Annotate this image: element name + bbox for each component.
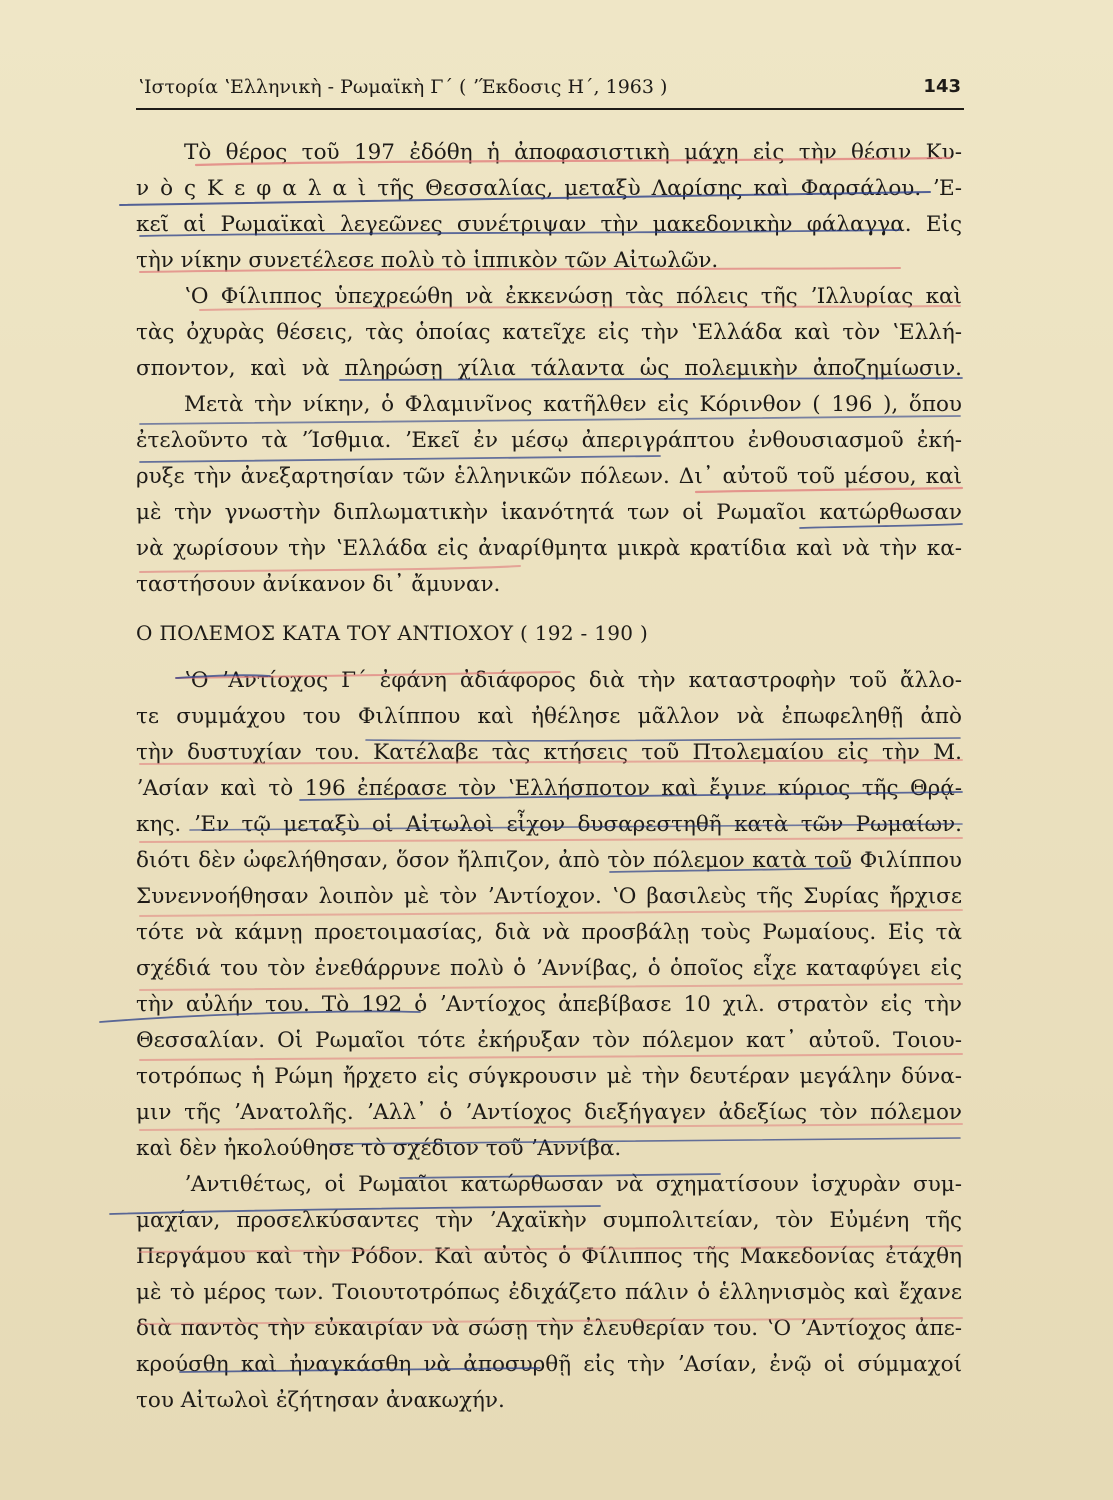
text-line: Μετὰ τὴν νίκην, ὁ Φλαμινῖνος κατῆλθεν εἰς Κόρινθον ( 196 ), ὅπου xyxy=(184,392,962,417)
text-line: κεῖ αἱ Ρωμαϊκαὶ λεγεῶνες συνέτριψαν τὴν μακεδονικὴν φάλαγγα. Εἰς xyxy=(136,212,962,237)
text-line: κρούσθη καὶ ἠναγκάσθη νὰ ἀποσυρθῇ εἰς τὴν ʼΑσίαν, ἐνῷ οἱ σύμμαχοί xyxy=(136,1352,962,1377)
text-line: διότι δὲν ὠφελήθησαν, ὅσον ἤλπιζον, ἀπὸ τὸν πόλεμον κατὰ τοῦ Φιλίππου xyxy=(136,848,962,873)
text-line: ταστήσουν ἀνίκανον δι᾽ ἄμυναν. xyxy=(136,572,501,597)
text-line: ἐτελοῦντο τὰ ʼΊσθμια. ʼΕκεῖ ἐν μέσῳ ἀπεριγράπτου ἐνθουσιασμοῦ ἐκή- xyxy=(136,428,962,453)
text-line: ʽΟ Φίλιππος ὑπεχρεώθη νὰ ἐκκενώσῃ τὰς πόλεις τῆς ʼΙλλυρίας καὶ xyxy=(184,284,962,309)
text-line: τὴν νίκην συνετέλεσε πολὺ τὸ ἱππικὸν τῶν Αἰτωλῶν. xyxy=(136,248,719,273)
text-line: σποντον, καὶ νὰ πληρώσῃ χίλια τάλαντα ὡς πολεμικὴν ἀποζημίωσιν. xyxy=(136,356,962,381)
text-line: μιν τῆς ʼΑνατολῆς. ʼΑλλ᾽ ὁ ʼΑντίοχος διεξήγαγεν ἀδεξίως τὸν πόλεμον xyxy=(136,1100,962,1125)
text-line: ʽΟ ʼΑντίοχος Γ´ ἐφάνη ἀδιάφορος διὰ τὴν καταστροφὴν τοῦ ἄλλο- xyxy=(184,668,962,693)
text-line: ν ὸ ς Κ ε φ α λ α ὶ τῆς Θεσσαλίας, μεταξὺ Λαρίσης καὶ Φαρσάλου. ʼΕ- xyxy=(136,176,962,201)
text-line: ʼΑντιθέτως, οἱ Ρωμαῖοι κατώρθωσαν νὰ σχηματίσουν ἰσχυρὰν συμ- xyxy=(184,1172,962,1197)
paragraph xyxy=(136,387,962,603)
text-line: κης. ʼΕν τῷ μεταξὺ οἱ Αἰτωλοὶ εἶχον δυσαρεστηθῆ κατὰ τῶν Ρωμαίων. xyxy=(136,812,962,837)
text-line: Συνεννοήθησαν λοιπὸν μὲ τὸν ʼΑντίοχον. ʽΟ βασιλεὺς τῆς Συρίας ἤρχισε xyxy=(136,884,962,909)
header-rule xyxy=(136,108,964,110)
running-header xyxy=(138,70,963,104)
text-line: τὰς ὀχυρὰς θέσεις, τὰς ὁποίας κατεῖχε εἰς τὴν ʽΕλλάδα καὶ τὸν ʽΕλλή- xyxy=(136,320,962,345)
text-line: Τὸ θέρος τοῦ 197 ἐδόθη ἡ ἀποφασιστικὴ μάχη εἰς τὴν θέσιν Κυ- xyxy=(184,140,962,165)
paragraph xyxy=(136,279,962,387)
section-gap xyxy=(136,651,962,663)
text-line: καὶ δὲν ἠκολούθησε τὸ σχέδιον τοῦ ʼΑννίβα. xyxy=(136,1136,622,1161)
page-number: 143 xyxy=(923,76,961,97)
text-line: ρυξε τὴν ἀνεξαρτησίαν τῶν ἑλληνικῶν πόλεων. Δι᾽ αὐτοῦ τοῦ μέσου, καὶ xyxy=(136,464,962,489)
text-line: τε συμμάχου του Φιλίππου καὶ ἠθέλησε μᾶλλον νὰ ἐπωφεληθῇ ἀπὸ xyxy=(136,704,962,729)
running-title: ʽΙστορία ʽΕλληνικὴ - Ρωμαϊκὴ Γ´ ( ʼΈκδοσις Η´, 1963 ) xyxy=(138,76,668,98)
text-line: τὴν αὐλήν του. Τὸ 192 ὁ ʼΑντίοχος ἀπεβίβασε 10 χιλ. στρατὸν εἰς τὴν xyxy=(136,992,962,1017)
paragraph xyxy=(136,1167,962,1419)
text-line: τὴν δυστυχίαν του. Κατέλαβε τὰς κτήσεις τοῦ Πτολεμαίου εἰς τὴν Μ. xyxy=(136,740,962,765)
text-line: τοτρόπως ἡ Ρώμη ἤρχετο εἰς σύγκρουσιν μὲ τὴν δευτέραν μεγάλην δύνα- xyxy=(136,1064,962,1089)
body-text xyxy=(136,135,962,1419)
text-line: μὲ τὴν γνωστὴν διπλωματικὴν ἱκανότητά των οἱ Ρωμαῖοι κατώρθωσαν xyxy=(136,500,962,525)
text-line: μὲ τὸ μέρος των. Τοιουτοτρόπως ἐδιχάζετο πάλιν ὁ ἑλληνισμὸς καὶ ἔχανε xyxy=(136,1280,962,1305)
text-line: διὰ παντὸς τὴν εὐκαιρίαν νὰ σώσῃ τὴν ἐλευθερίαν του. ʽΟ ʼΑντίοχος ἀπε- xyxy=(136,1316,962,1341)
text-line: μαχίαν, προσελκύσαντες τὴν ʼΑχαϊκὴν συμπολιτείαν, τὸν Εὐμένη τῆς xyxy=(136,1208,962,1233)
paragraph xyxy=(136,135,962,279)
text-line: ʼΑσίαν καὶ τὸ 196 ἐπέρασε τὸν ʽΕλλήσποτον καὶ ἔγινε κύριος τῆς Θρᾴ- xyxy=(136,776,962,801)
section-heading: Ο ΠΟΛΕΜΟΣ ΚΑΤΑ ΤΟΥ ΑΝΤΙΟΧΟΥ ( 192 - 190 ) xyxy=(136,621,649,645)
text-line: Θεσσαλίαν. Οἱ Ρωμαῖοι τότε ἐκήρυξαν τὸν πόλεμον κατ᾽ αὐτοῦ. Τοιου- xyxy=(136,1028,962,1053)
text-line: νὰ χωρίσουν τὴν ʽΕλλάδα εἰς ἀναρίθμητα μικρὰ κρατίδια καὶ νὰ τὴν κα- xyxy=(136,536,962,561)
section-gap xyxy=(136,603,962,615)
text-line: σχέδιά του τὸν ἐνεθάρρυνε πολὺ ὁ ʼΑννίβας, ὁ ὁποῖος εἶχε καταφύγει εἰς xyxy=(136,956,962,981)
paragraph xyxy=(136,663,962,1167)
text-line: τότε νὰ κάμνῃ προετοιμασίας, διὰ νὰ προσβάλῃ τοὺς Ρωμαίους. Εἰς τὰ xyxy=(136,920,962,945)
text-line: Περγάμου καὶ τὴν Ρόδον. Καὶ αὐτὸς ὁ Φίλιππος τῆς Μακεδονίας ἐτάχθη xyxy=(136,1244,962,1269)
text-line: του Αἰτωλοὶ ἐζήτησαν ἀνακωχήν. xyxy=(136,1388,505,1413)
